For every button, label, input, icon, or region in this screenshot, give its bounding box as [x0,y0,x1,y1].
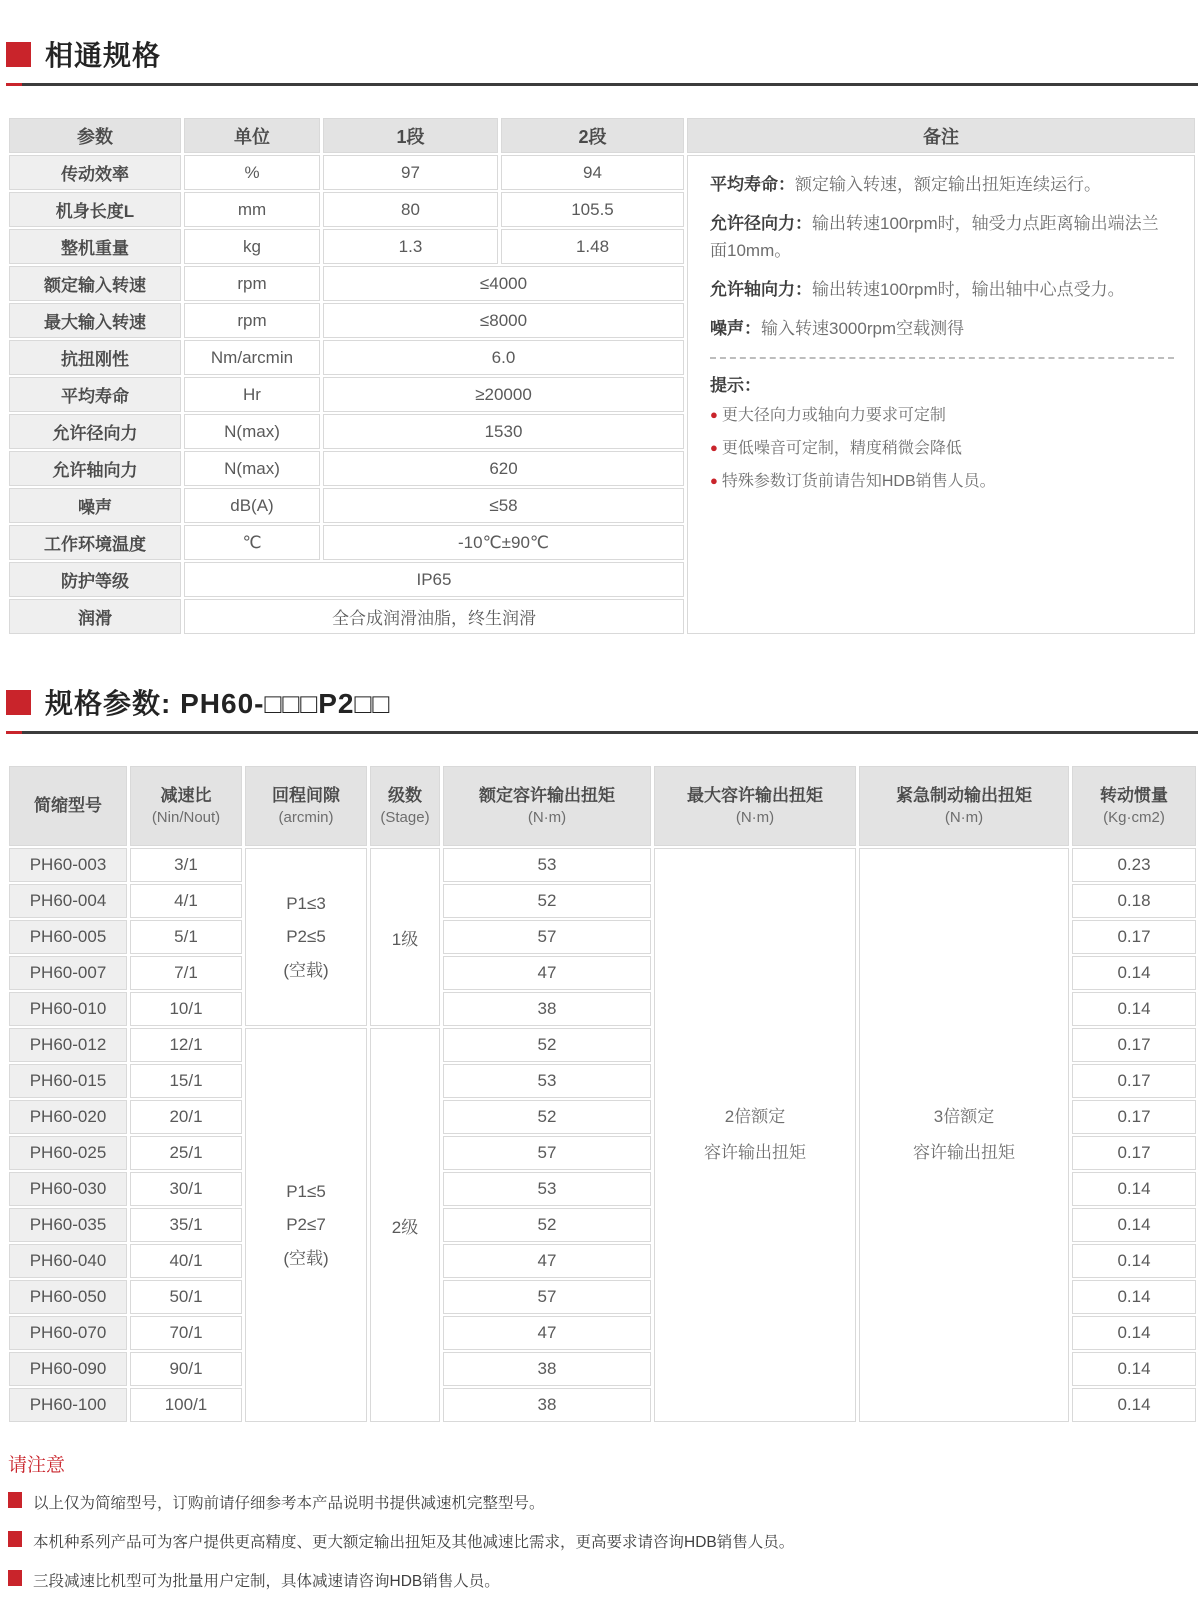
backlash-line: P1≤3 [286,894,326,914]
remark-note: 平均寿命：额定输入转速，额定输出扭矩连续运行。 [710,175,1101,194]
param-label-cell: 抗扭刚性 [9,340,181,375]
param-label-cell: 防护等级 [9,562,181,597]
ratio-cell: 35/1 [130,1208,242,1242]
tip-item: ● 特殊参数订货前请告知HDB销售人员。 [710,472,996,490]
col-header-stage1: 1段 [323,118,498,153]
red-square-bullet-icon [8,1531,22,1547]
model-cell: PH60-070 [9,1316,127,1350]
tip-item: ● 更低噪音可定制，精度稍微会降低 [710,439,962,457]
inertia-cell: 0.14 [1072,1316,1196,1350]
param-label-cell: 最大输入转速 [9,303,181,338]
tip-item: ● 更大径向力或轴向力要求可定制 [710,406,946,424]
rated-torque-cell: 52 [443,884,651,918]
stage-cell: 2级 [370,1028,440,1422]
ratio-cell: 30/1 [130,1172,242,1206]
inertia-cell: 0.17 [1072,1100,1196,1134]
backlash-line: P2≤7 [286,1215,326,1235]
param-value-cell: ≤58 [323,488,684,523]
col-header-backlash: 回程间隙 (arcmin) [245,766,367,846]
ratio-cell: 3/1 [130,848,242,882]
red-square-icon [6,690,31,715]
model-spec-header-row [9,766,1196,846]
model-cell: PH60-012 [9,1028,127,1062]
section-common-underline [6,83,1198,86]
remark-note: 允许径向力：输出转速100rpm时，轴受力点距离输出端法兰面10mm。 [710,214,1159,260]
red-square-bullet-icon [8,1492,22,1508]
spec-sheet-page [0,34,1204,1591]
col-header-remarks: 备注 [687,118,1195,153]
rated-torque-cell: 47 [443,1244,651,1278]
remarks-cell [687,155,1195,634]
inertia-cell: 0.17 [1072,1064,1196,1098]
section-spec-title: 规格参数: PH60-□□□P2□□ [45,688,391,719]
ratio-cell: 40/1 [130,1244,242,1278]
inertia-cell: 0.14 [1072,1352,1196,1386]
param-label-cell: 平均寿命 [9,377,181,412]
rated-torque-cell: 53 [443,848,651,882]
param-value-cell: ≤8000 [323,303,684,338]
param-value-1seg-cell: 97 [323,155,498,190]
col-header-stage2: 2段 [501,118,684,153]
bullet-dot-icon: ● [710,439,718,455]
stage-cell: 1级 [370,848,440,1026]
param-unit-cell: rpm [184,303,320,338]
param-label-cell: 允许径向力 [9,414,181,449]
common-spec-header-row [9,118,1195,153]
rated-torque-cell: 57 [443,920,651,954]
param-unit-cell: Nm/arcmin [184,340,320,375]
backlash-cell [245,1028,367,1422]
col-header-parameter: 参数 [9,118,181,153]
rated-torque-cell: 47 [443,956,651,990]
ratio-cell: 20/1 [130,1100,242,1134]
param-value-1seg-cell: 80 [323,192,498,227]
model-cell: PH60-010 [9,992,127,1026]
model-cell: PH60-040 [9,1244,127,1278]
model-cell: PH60-020 [9,1100,127,1134]
param-unit-cell: N(max) [184,414,320,449]
col-header-inertia: 转动惯量 (Kg·cm2) [1072,766,1196,846]
param-value-cell: IP65 [184,562,684,597]
common-spec-row [9,155,1195,190]
inertia-cell: 0.18 [1072,884,1196,918]
remark-note-label: 平均寿命： [710,175,795,194]
param-label-cell: 传动效率 [9,155,181,190]
ratio-cell: 50/1 [130,1280,242,1314]
param-label-cell: 允许轴向力 [9,451,181,486]
model-cell: PH60-005 [9,920,127,954]
underline-red-segment [6,731,22,734]
rated-torque-cell: 38 [443,1388,651,1422]
param-unit-cell: Hr [184,377,320,412]
param-value-1seg-cell: 1.3 [323,229,498,264]
rated-torque-cell: 38 [443,992,651,1026]
ratio-cell: 7/1 [130,956,242,990]
backlash-line: P2≤5 [286,927,326,947]
footer-notes-title: 请注意 [8,1455,66,1476]
param-unit-cell: ℃ [184,525,320,560]
ratio-cell: 100/1 [130,1388,242,1422]
param-label-cell: 润滑 [9,599,181,634]
param-value-cell: 1530 [323,414,684,449]
rated-torque-cell: 53 [443,1064,651,1098]
model-cell: PH60-025 [9,1136,127,1170]
param-unit-cell: % [184,155,320,190]
ratio-cell: 5/1 [130,920,242,954]
max-torque-line: 容许输出扭矩 [704,1143,806,1162]
col-header-max-torque: 最大容许输出扭矩 (N·m) [654,766,856,846]
underline-dark-segment [22,83,1198,86]
rated-torque-cell: 57 [443,1136,651,1170]
remarks-content [710,172,1174,494]
backlash-line: (空载) [283,1248,329,1268]
ratio-cell: 25/1 [130,1136,242,1170]
param-value-cell: 620 [323,451,684,486]
param-unit-cell: mm [184,192,320,227]
ratio-cell: 4/1 [130,884,242,918]
rated-torque-cell: 47 [443,1316,651,1350]
backlash-cell [245,848,367,1026]
rated-torque-cell: 57 [443,1280,651,1314]
inertia-cell: 0.14 [1072,992,1196,1026]
param-unit-cell: N(max) [184,451,320,486]
model-cell: PH60-004 [9,884,127,918]
remarks-dashed-divider [710,357,1174,359]
red-square-icon [6,42,31,67]
model-spec-table [6,764,1199,1424]
param-label-cell: 机身长度L [9,192,181,227]
underline-red-segment [6,83,22,86]
param-value-cell: -10℃±90℃ [323,525,684,560]
param-value-2seg-cell: 94 [501,155,684,190]
model-cell: PH60-100 [9,1388,127,1422]
param-value-cell: ≤4000 [323,266,684,301]
ratio-cell: 12/1 [130,1028,242,1062]
footer-note-item: 三段减速比机型可为批量用户定制，具体减速请咨询HDB销售人员。 [8,1569,1198,1591]
ratio-cell: 15/1 [130,1064,242,1098]
ratio-cell: 90/1 [130,1352,242,1386]
remark-note: 噪声：输入转速3000rpm空载测得 [710,319,965,339]
inertia-cell: 0.14 [1072,1388,1196,1422]
section-common-header [6,34,1198,83]
model-cell: PH60-030 [9,1172,127,1206]
rated-torque-cell: 38 [443,1352,651,1386]
param-unit-cell: kg [184,229,320,264]
param-value-2seg-cell: 1.48 [501,229,684,264]
brake-torque-line: 3倍额定 [933,1107,995,1127]
tips-title: 提示： [710,375,761,395]
rated-torque-cell: 53 [443,1172,651,1206]
backlash-line: (空载) [283,960,329,980]
section-common-title: 相通规格 [45,40,162,71]
inertia-cell: 0.14 [1072,1280,1196,1314]
col-header-ratio: 减速比 (Nin/Nout) [130,766,242,846]
model-spec-row [9,848,1196,882]
model-cell: PH60-003 [9,848,127,882]
common-spec-table [6,116,1198,636]
rated-torque-cell: 52 [443,1028,651,1062]
param-label-cell: 整机重量 [9,229,181,264]
rated-torque-cell: 52 [443,1100,651,1134]
inertia-cell: 0.17 [1072,1028,1196,1062]
brake-torque-cell [859,848,1069,1422]
col-header-unit: 单位 [184,118,320,153]
footer-note-item: 本机种系列产品可为客户提供更高精度、更大额定输出扭矩及其他减速比需求，更高要求请咨询HDB销售人员。 [8,1530,1198,1552]
model-cell: PH60-050 [9,1280,127,1314]
backlash-line: P1≤5 [286,1182,326,1202]
param-label-cell: 噪声 [9,488,181,523]
col-header-rated-torque: 额定容许输出扭矩 (N·m) [443,766,651,846]
ratio-cell: 10/1 [130,992,242,1026]
param-label-cell: 额定输入转速 [9,266,181,301]
remark-note-label: 允许轴向力： [710,280,812,300]
max-torque-line: 2倍额定 [724,1107,786,1127]
param-unit-cell: rpm [184,266,320,301]
inertia-cell: 0.23 [1072,848,1196,882]
remark-note-label: 噪声： [710,319,761,339]
section-spec-underline [6,731,1198,734]
footer-note-item: 以上仅为简缩型号，订购前请仔细参考本产品说明书提供减速机完整型号。 [8,1491,1198,1513]
inertia-cell: 0.14 [1072,1208,1196,1242]
model-cell: PH60-090 [9,1352,127,1386]
model-cell: PH60-007 [9,956,127,990]
ratio-cell: 70/1 [130,1316,242,1350]
param-value-cell: 全合成润滑油脂，终生润滑 [184,599,684,634]
model-cell: PH60-035 [9,1208,127,1242]
brake-torque-line: 容许输出扭矩 [913,1143,1015,1162]
max-torque-cell [654,848,856,1422]
red-square-bullet-icon [8,1570,22,1586]
bullet-dot-icon: ● [710,472,718,488]
param-value-2seg-cell: 105.5 [501,192,684,227]
inertia-cell: 0.17 [1072,920,1196,954]
inertia-cell: 0.14 [1072,956,1196,990]
remark-note: 允许轴向力：输出转速100rpm时，输出轴中心点受力。 [710,280,1125,300]
param-label-cell: 工作环境温度 [9,525,181,560]
inertia-cell: 0.14 [1072,1172,1196,1206]
param-value-cell: ≥20000 [323,377,684,412]
inertia-cell: 0.17 [1072,1136,1196,1170]
param-value-cell: 6.0 [323,340,684,375]
col-header-brake-torque: 紧急制动输出扭矩 (N·m) [859,766,1069,846]
rated-torque-cell: 52 [443,1208,651,1242]
col-header-stage: 级数 (Stage) [370,766,440,846]
model-cell: PH60-015 [9,1064,127,1098]
col-header-model: 简缩型号 [9,766,127,846]
bullet-dot-icon: ● [710,406,718,422]
underline-dark-segment [22,731,1198,734]
section-spec-header [6,682,1198,731]
remark-note-label: 允许径向力： [710,214,812,234]
param-unit-cell: dB(A) [184,488,320,523]
inertia-cell: 0.14 [1072,1244,1196,1278]
